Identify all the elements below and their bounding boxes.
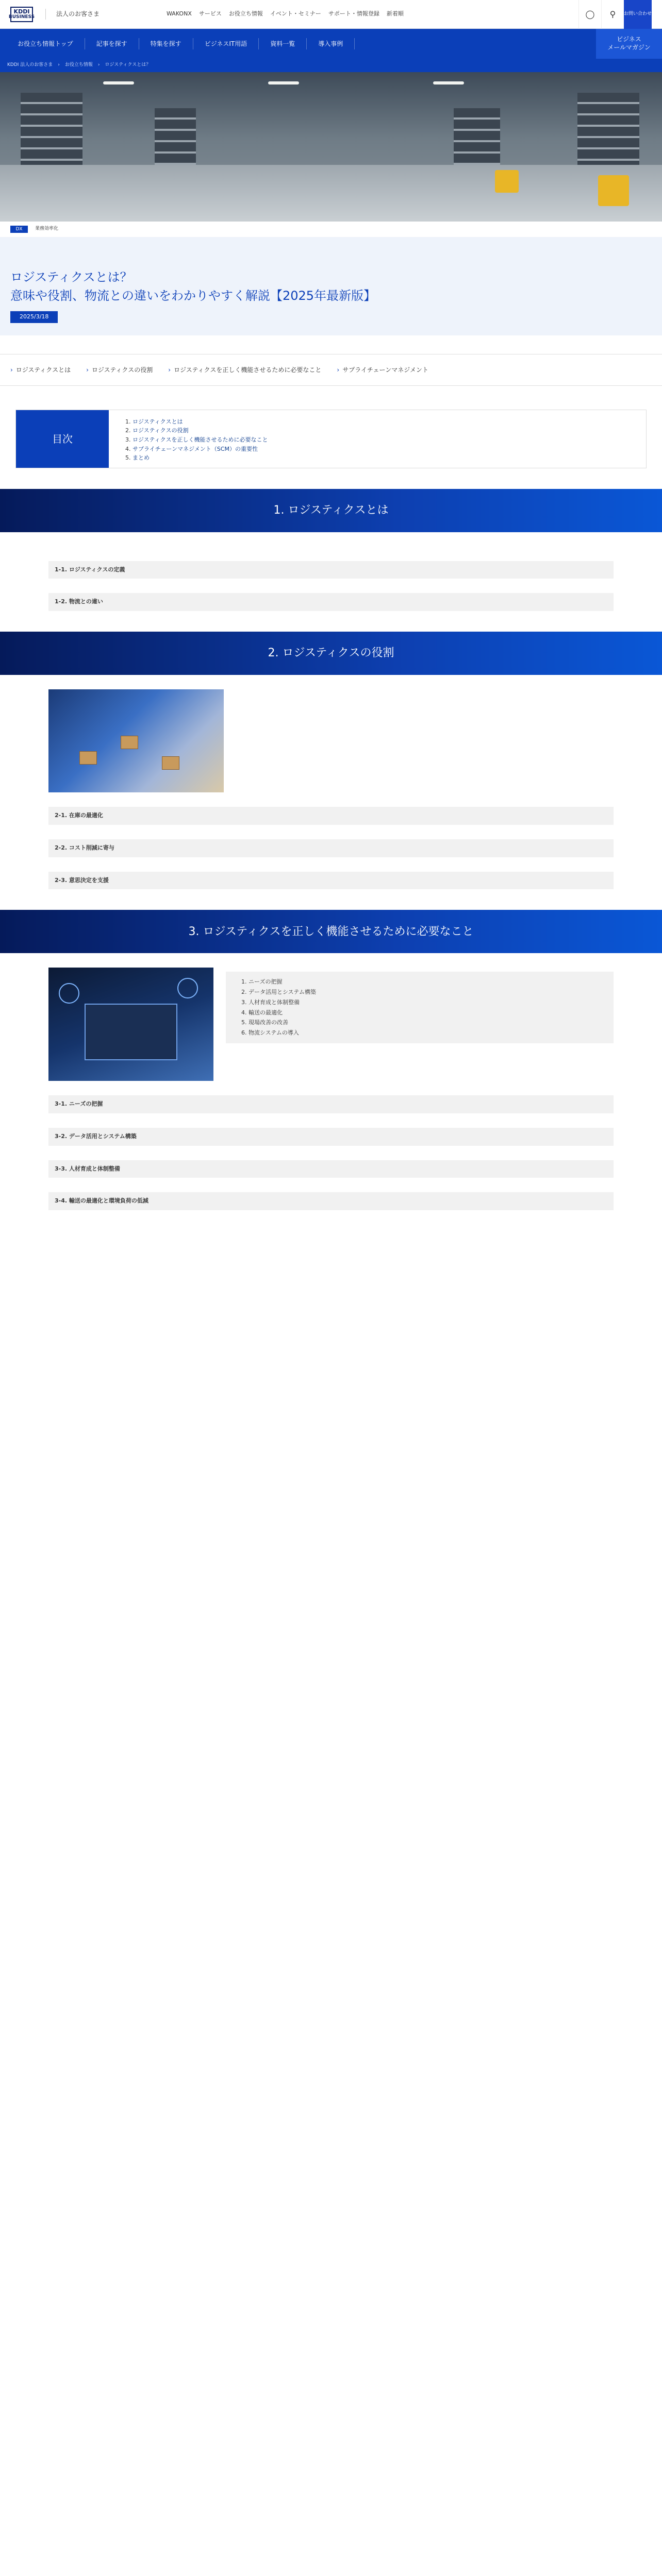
section-heading: 3. ロジスティクスを正しく機能させるために必要なこと — [0, 910, 662, 953]
page-title: ロジスティクスとは？ — [10, 270, 133, 284]
kddi-logo[interactable]: KDDI BUSINESS — [10, 7, 33, 22]
chevron-right-icon: › — [86, 366, 89, 374]
chevron-right-icon: › — [337, 366, 340, 374]
nav-documents[interactable]: 資料一覧 — [259, 38, 307, 49]
chevron-right-icon: › — [97, 62, 100, 68]
search-icon[interactable]: ⚲ — [601, 0, 624, 29]
nav-articles[interactable]: 記事を探す — [85, 38, 139, 49]
tab-1[interactable]: › ロジスティクスとは — [10, 365, 71, 375]
article-header — [0, 237, 662, 335]
toc-item[interactable]: まとめ — [133, 454, 150, 462]
corp-link[interactable]: 法人のお客さま — [45, 9, 100, 19]
contact-button[interactable]: お問い合わせ — [624, 0, 652, 29]
toc-item[interactable]: ロジスティクスとは — [133, 418, 183, 425]
list-item: 2. データ活用とシステム構築 — [241, 989, 316, 996]
list-item: 4. 輸送の最適化 — [241, 1009, 283, 1016]
subheading: 3-4. 輸送の最適化と環境負荷の低減 — [48, 1192, 614, 1210]
subheading: 3-3. 人材育成と体制整備 — [48, 1160, 614, 1178]
section-heading: 1. ロジスティクスとは — [0, 489, 662, 532]
tab-3[interactable]: › ロジスティクスを正しく機能させるために必要なこと — [168, 365, 321, 375]
top-nav — [167, 9, 404, 19]
nav-events[interactable]: イベント・セミナー — [270, 10, 321, 18]
nav-services[interactable]: サービス — [198, 10, 222, 18]
list-item: 6. 物流システムの導入 — [241, 1029, 299, 1037]
category-tags — [0, 222, 662, 237]
toc-heading: 目次 — [16, 410, 109, 468]
nav-features[interactable]: 特集を探す — [139, 38, 193, 49]
laptop-image — [48, 968, 213, 1081]
top-bar — [0, 0, 662, 29]
hero-image — [0, 72, 662, 222]
page-subtitle: 意味や役割、物流との違いをわかりやすく解説【2025年最新版】 — [10, 289, 376, 303]
section-heading: 2. ロジスティクスの役割 — [0, 632, 662, 675]
mail-magazine-button[interactable] — [596, 29, 662, 59]
warehouse-image — [48, 689, 224, 792]
nav-wakonx[interactable]: WAKONX — [167, 10, 192, 18]
section-1 — [0, 532, 662, 611]
table-of-contents — [15, 410, 647, 468]
toc-item[interactable]: サプライチェーンマネジメント（SCM）の重要性 — [133, 445, 258, 452]
tab-2[interactable]: › ロジスティクスの役割 — [86, 365, 153, 375]
breadcrumb — [0, 59, 662, 72]
tag-dx[interactable]: DX — [10, 226, 28, 233]
subheading: 1-1. ロジスティクスの定義 — [48, 561, 614, 579]
nav-glossary[interactable]: ビジネスIT用語 — [193, 38, 259, 49]
chevron-right-icon: › — [58, 62, 60, 68]
globe-icon[interactable]: ◯ — [578, 0, 601, 29]
subheading: 3-2. データ活用とシステム構築 — [48, 1128, 614, 1146]
breadcrumb-useful[interactable]: お役立ち情報 — [64, 62, 93, 68]
subheading: 3-1. ニーズの把握 — [48, 1095, 614, 1113]
nav-new[interactable]: 新着順 — [386, 10, 404, 18]
chevron-right-icon: › — [10, 366, 13, 374]
tag-efficiency[interactable]: 業務効率化 — [35, 226, 59, 232]
mail-magazine-label: ビジネス メールマガジン — [607, 36, 651, 51]
chevron-right-icon: › — [168, 366, 171, 374]
tab-4[interactable]: › サプライチェーンマネジメント — [337, 365, 428, 375]
toc-item[interactable]: ロジスティクスを正しく機能させるために必要なこと — [133, 436, 268, 443]
publish-date: 2025/3/18 — [10, 311, 58, 323]
breadcrumb-home[interactable]: KDDI 法人のお客さま — [7, 62, 53, 68]
subheading: 2-2. コスト削減に寄与 — [48, 839, 614, 857]
requirements-list — [226, 972, 614, 1043]
nav-cases[interactable]: 導入事例 — [307, 38, 355, 49]
subheading: 1-2. 物流との違い — [48, 593, 614, 611]
nav-useful-info[interactable]: お役立ち情報 — [228, 10, 263, 18]
subheading: 2-3. 意思決定を支援 — [48, 872, 614, 890]
list-item: 5. 現場改善の改善 — [241, 1019, 288, 1026]
section-2 — [0, 675, 662, 889]
toc-item[interactable]: ロジスティクスの役割 — [133, 427, 189, 434]
subheading: 2-1. 在庫の最適化 — [48, 807, 614, 825]
nav-top[interactable]: お役立ち情報トップ — [6, 38, 85, 49]
section-3 — [0, 953, 662, 1210]
nav-support[interactable]: サポート・情報登録 — [328, 10, 379, 18]
section-tabs — [0, 354, 662, 386]
list-item: 3. 人材育成と体制整備 — [241, 998, 300, 1006]
list-item: 1. ニーズの把握 — [241, 978, 283, 986]
secondary-nav — [0, 29, 662, 59]
breadcrumb-current: ロジスティクスとは？ — [105, 62, 151, 68]
